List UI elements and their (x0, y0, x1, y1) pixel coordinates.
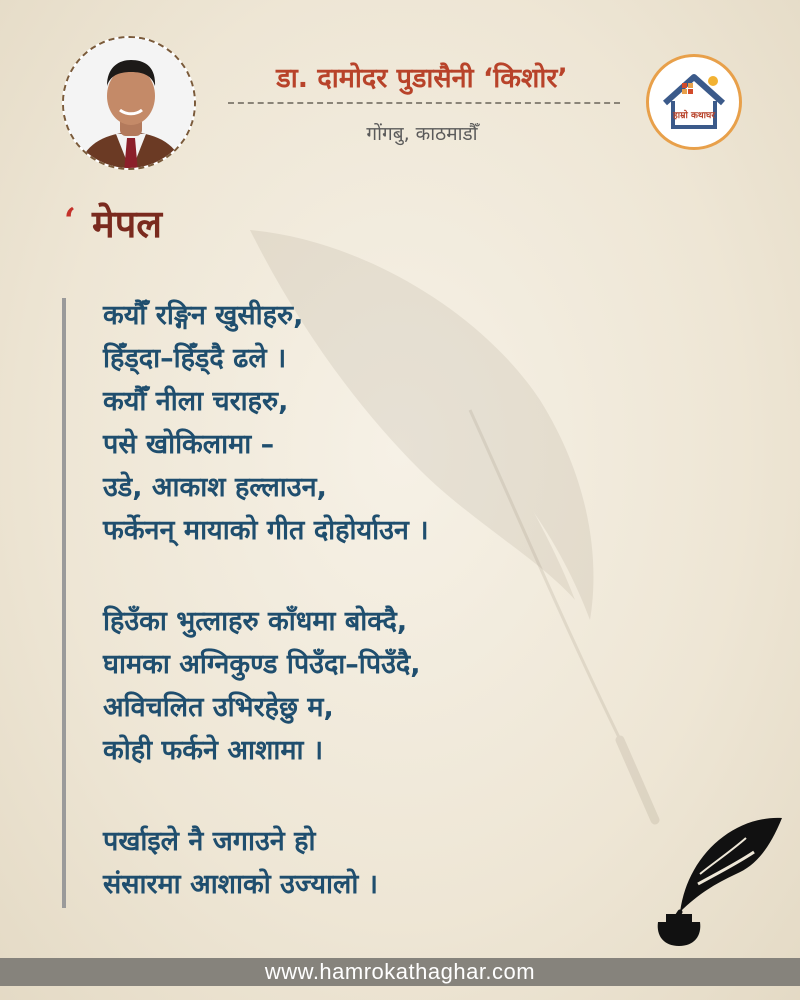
poem-title: मेपल (92, 202, 163, 246)
poem-line: अविचलित उभिरहेछु म, (103, 692, 334, 723)
author-name: डा. दामोदर पुडासैनी ‘किशोर’ (276, 63, 568, 94)
quote-mark-icon: ‘ (64, 201, 76, 241)
poem-line: हिँड्दा–हिँड्दै ढले । (103, 343, 287, 374)
website-link[interactable]: www.hamrokathaghar.com (264, 959, 536, 984)
poem-line: फर्केनन् मायाको गीत दोहोर्याउन । (103, 515, 429, 546)
poem-line: कयौँ रङ्गिन खुसीहरु, (103, 300, 304, 331)
house-logo-icon (649, 57, 739, 147)
header-divider (228, 102, 620, 104)
poem-line: उडे, आकाश हल्लाउन, (103, 472, 327, 503)
footer-bar (0, 958, 800, 986)
poem-line: कयौँ नीला चराहरु, (103, 386, 289, 417)
poem-line: पर्खाइले नै जगाउने हो (103, 826, 316, 857)
poem-body (103, 294, 663, 954)
stanza (103, 820, 663, 906)
poem-line: संसारमा आशाको उज्यालो । (103, 869, 378, 900)
header (0, 0, 800, 180)
poem-vertical-rule (62, 298, 66, 908)
poem-line: कोही फर्कने आशामा । (103, 735, 324, 766)
author-location: गोंगबु, काठमाडौँ (366, 123, 478, 145)
poem-line: पसे खोकिलामा – (103, 429, 275, 460)
poem-line: घामका अग्निकुण्ड पिउँदा–पिउँदै, (103, 649, 421, 680)
author-avatar (62, 36, 196, 170)
quill-inkpot-icon (650, 812, 790, 952)
stanza (103, 600, 663, 772)
logo-text: हाम्रो कथाघर (673, 111, 715, 121)
poem-line: हिउँका भुत्लाहरु काँधमा बोक्दै, (103, 606, 408, 637)
stanza (103, 294, 663, 552)
site-logo[interactable] (646, 54, 742, 150)
